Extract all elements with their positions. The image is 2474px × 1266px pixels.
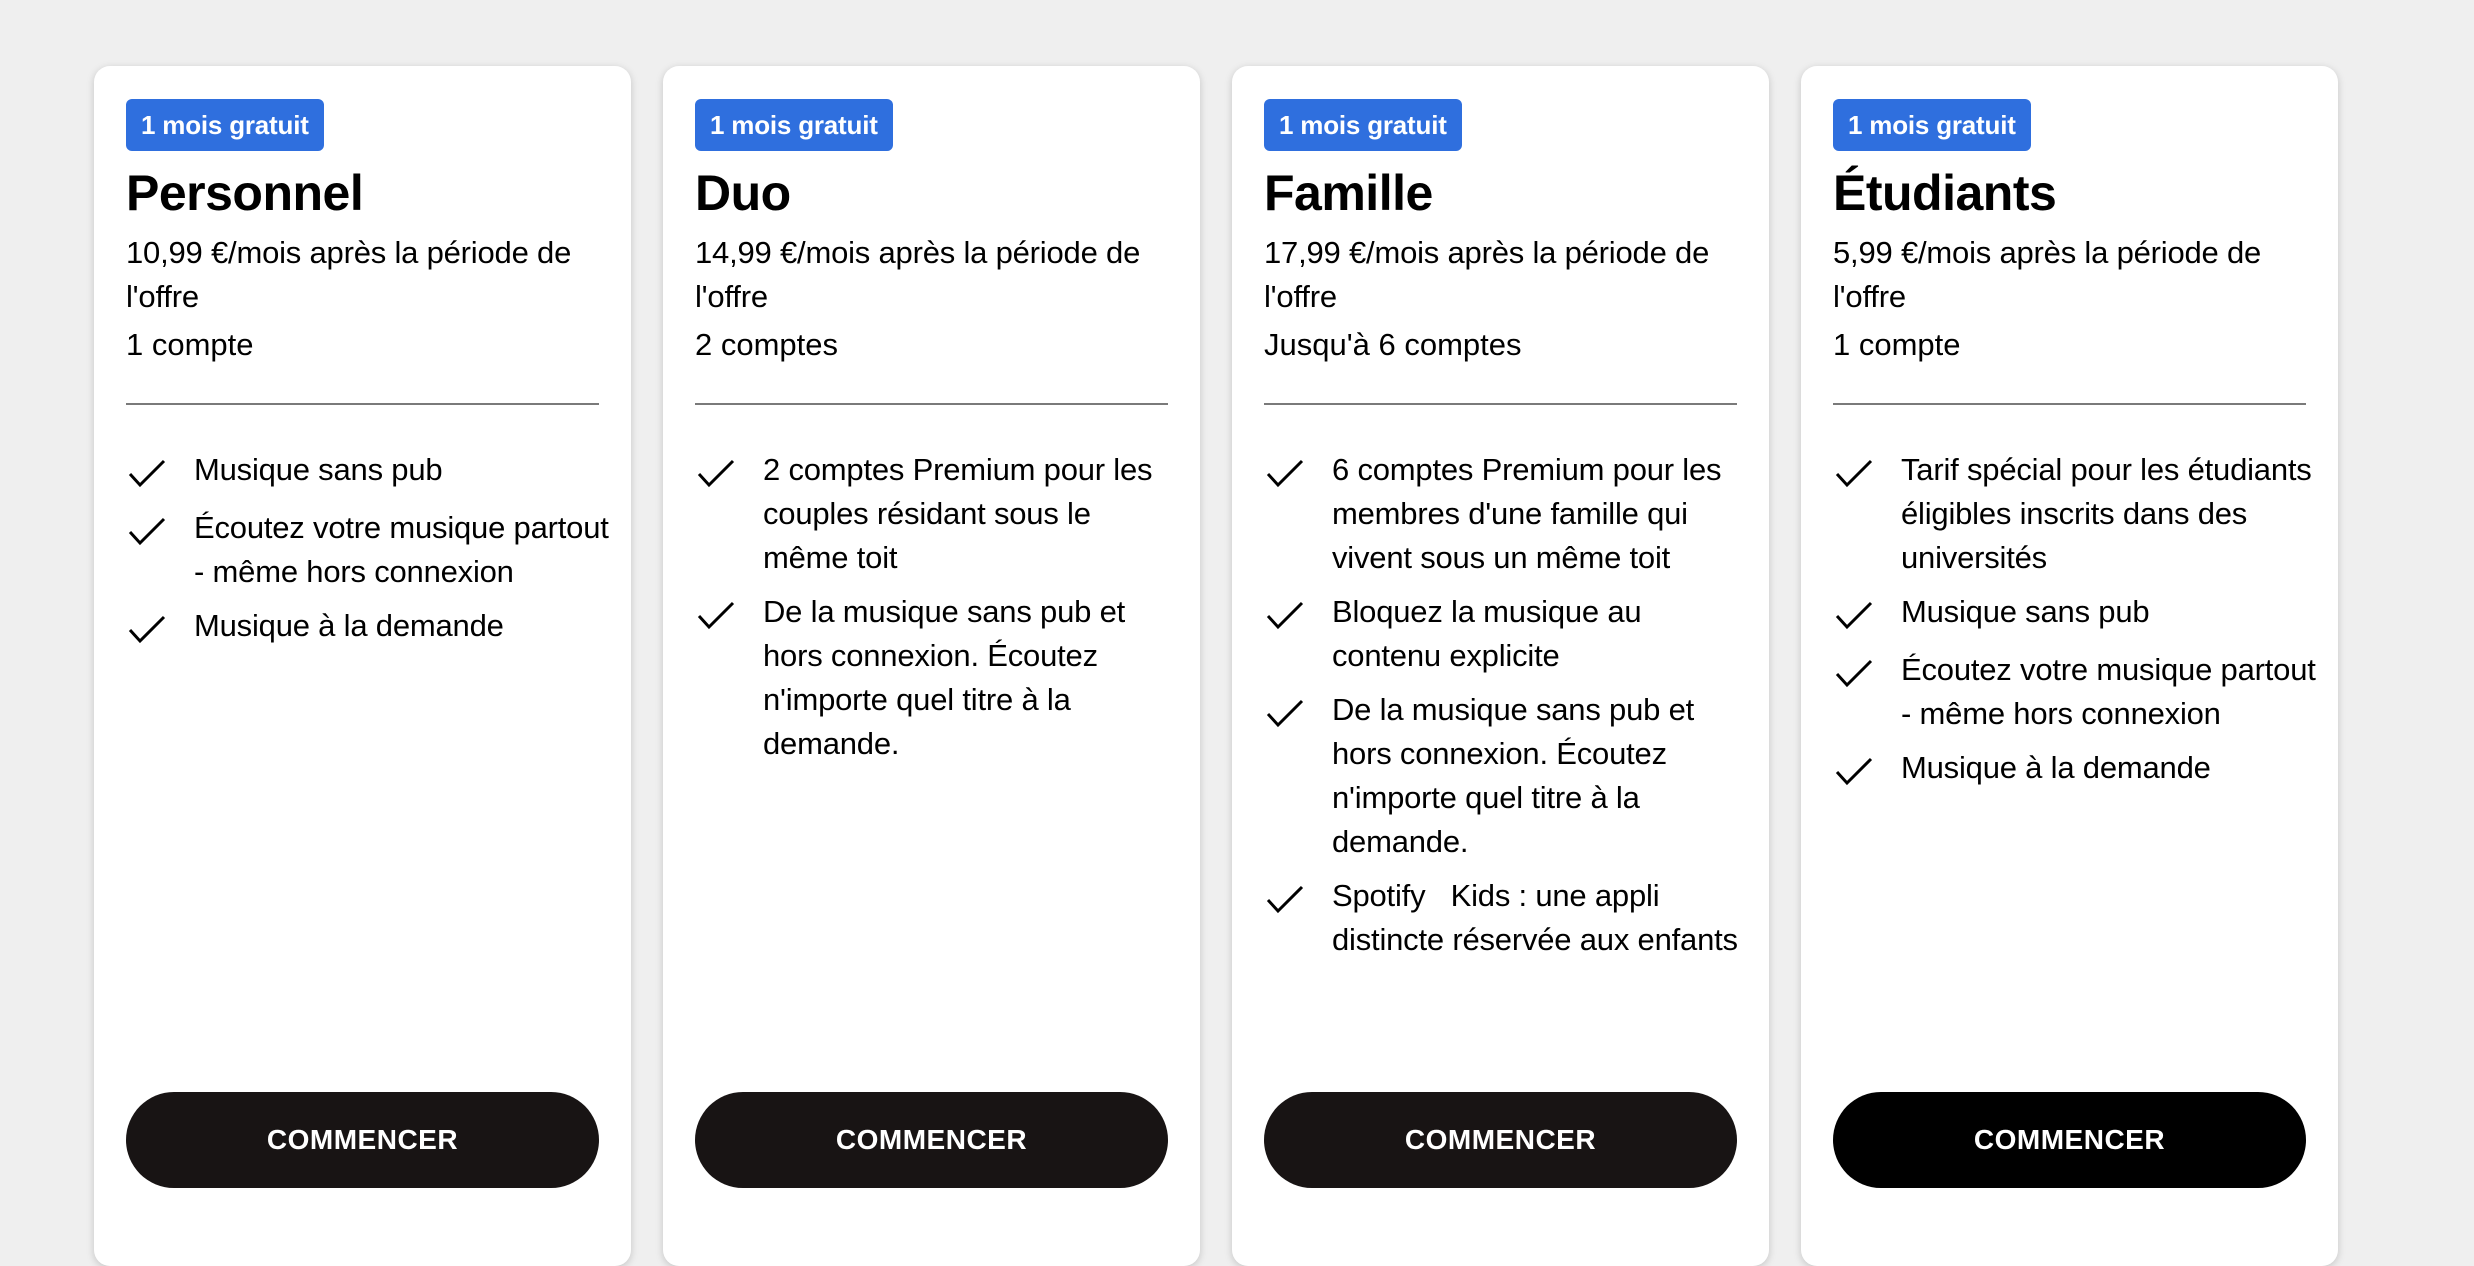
feature-item (1264, 590, 1749, 678)
start-button[interactable]: COMMENCER (126, 1092, 599, 1188)
feature-text: 6 comptes Premium pour les membres d'une famille qui vivent sous un même toit (1332, 452, 1722, 575)
feature-text: Écoutez votre musique partout - même hors connexion (194, 510, 609, 589)
feature-list (1833, 448, 2318, 804)
feature-item (1833, 590, 2318, 638)
feature-text: De la musique sans pub et hors connexion. Écoutez n'importe quel titre à la demande. (763, 594, 1126, 761)
feature-list (126, 448, 611, 662)
checkmark-icon (1264, 452, 1308, 496)
feature-item (1264, 688, 1749, 864)
start-button[interactable]: COMMENCER (1264, 1092, 1737, 1188)
start-button[interactable]: COMMENCER (695, 1092, 1168, 1188)
plan-card-personnel (94, 66, 631, 1266)
feature-text: Bloquez la musique au contenu explicite (1332, 594, 1642, 673)
start-button[interactable]: COMMENCER (1833, 1092, 2306, 1188)
checkmark-icon (695, 594, 739, 638)
feature-item (695, 590, 1180, 766)
feature-item (695, 448, 1180, 580)
feature-text: Musique à la demande (194, 608, 504, 643)
plan-price: 10,99 €/mois après la période de l'offre (126, 235, 572, 314)
feature-item (126, 448, 611, 496)
divider (695, 403, 1168, 405)
feature-item (1833, 648, 2318, 736)
feature-item (1833, 448, 2318, 580)
feature-list (695, 448, 1180, 776)
plan-accounts: 2 comptes (695, 327, 839, 362)
divider (1264, 403, 1737, 405)
checkmark-icon (695, 452, 739, 496)
free-month-badge: 1 mois gratuit (1264, 99, 1462, 151)
checkmark-icon (1264, 692, 1308, 736)
checkmark-icon (126, 510, 170, 554)
plan-accounts: 1 compte (1833, 327, 1961, 362)
free-month-badge: 1 mois gratuit (1833, 99, 2031, 151)
feature-text: 2 comptes Premium pour les couples résidant sous le même toit (763, 452, 1153, 575)
free-month-badge: 1 mois gratuit (695, 99, 893, 151)
plan-name: Étudiants (1833, 165, 2057, 221)
feature-item (126, 604, 611, 652)
plan-card-etudiants (1801, 66, 2338, 1266)
plan-price: 17,99 €/mois après la période de l'offre (1264, 235, 1710, 314)
feature-item (126, 506, 611, 594)
plan-cards (94, 66, 2338, 1266)
plan-card-famille (1232, 66, 1769, 1266)
feature-item (1833, 746, 2318, 794)
checkmark-icon (1833, 594, 1877, 638)
feature-list (1264, 448, 1749, 972)
plan-name: Personnel (126, 165, 364, 221)
plan-name: Famille (1264, 165, 1433, 221)
divider (126, 403, 599, 405)
free-month-badge: 1 mois gratuit (126, 99, 324, 151)
feature-text: Musique sans pub (194, 452, 443, 487)
checkmark-icon (1833, 452, 1877, 496)
feature-item (1264, 874, 1749, 962)
feature-item (1264, 448, 1749, 580)
checkmark-icon (126, 452, 170, 496)
checkmark-icon (1264, 878, 1308, 922)
plan-price: 14,99 €/mois après la période de l'offre (695, 235, 1141, 314)
feature-text: Spotify Kids : une appli distincte réservée aux enfants (1332, 878, 1738, 957)
plan-card-duo (663, 66, 1200, 1266)
checkmark-icon (1833, 652, 1877, 696)
plan-accounts: 1 compte (126, 327, 254, 362)
feature-text: Tarif spécial pour les étudiants éligibles inscrits dans des universités (1901, 452, 2312, 575)
feature-text: Musique sans pub (1901, 594, 2150, 629)
checkmark-icon (1833, 750, 1877, 794)
checkmark-icon (126, 608, 170, 652)
plan-name: Duo (695, 165, 791, 221)
plan-accounts: Jusqu'à 6 comptes (1264, 327, 1522, 362)
feature-text: Musique à la demande (1901, 750, 2211, 785)
feature-text: De la musique sans pub et hors connexion. Écoutez n'importe quel titre à la demande. (1332, 692, 1695, 859)
checkmark-icon (1264, 594, 1308, 638)
plan-price: 5,99 €/mois après la période de l'offre (1833, 235, 2262, 314)
divider (1833, 403, 2306, 405)
feature-text: Écoutez votre musique partout - même hors connexion (1901, 652, 2316, 731)
